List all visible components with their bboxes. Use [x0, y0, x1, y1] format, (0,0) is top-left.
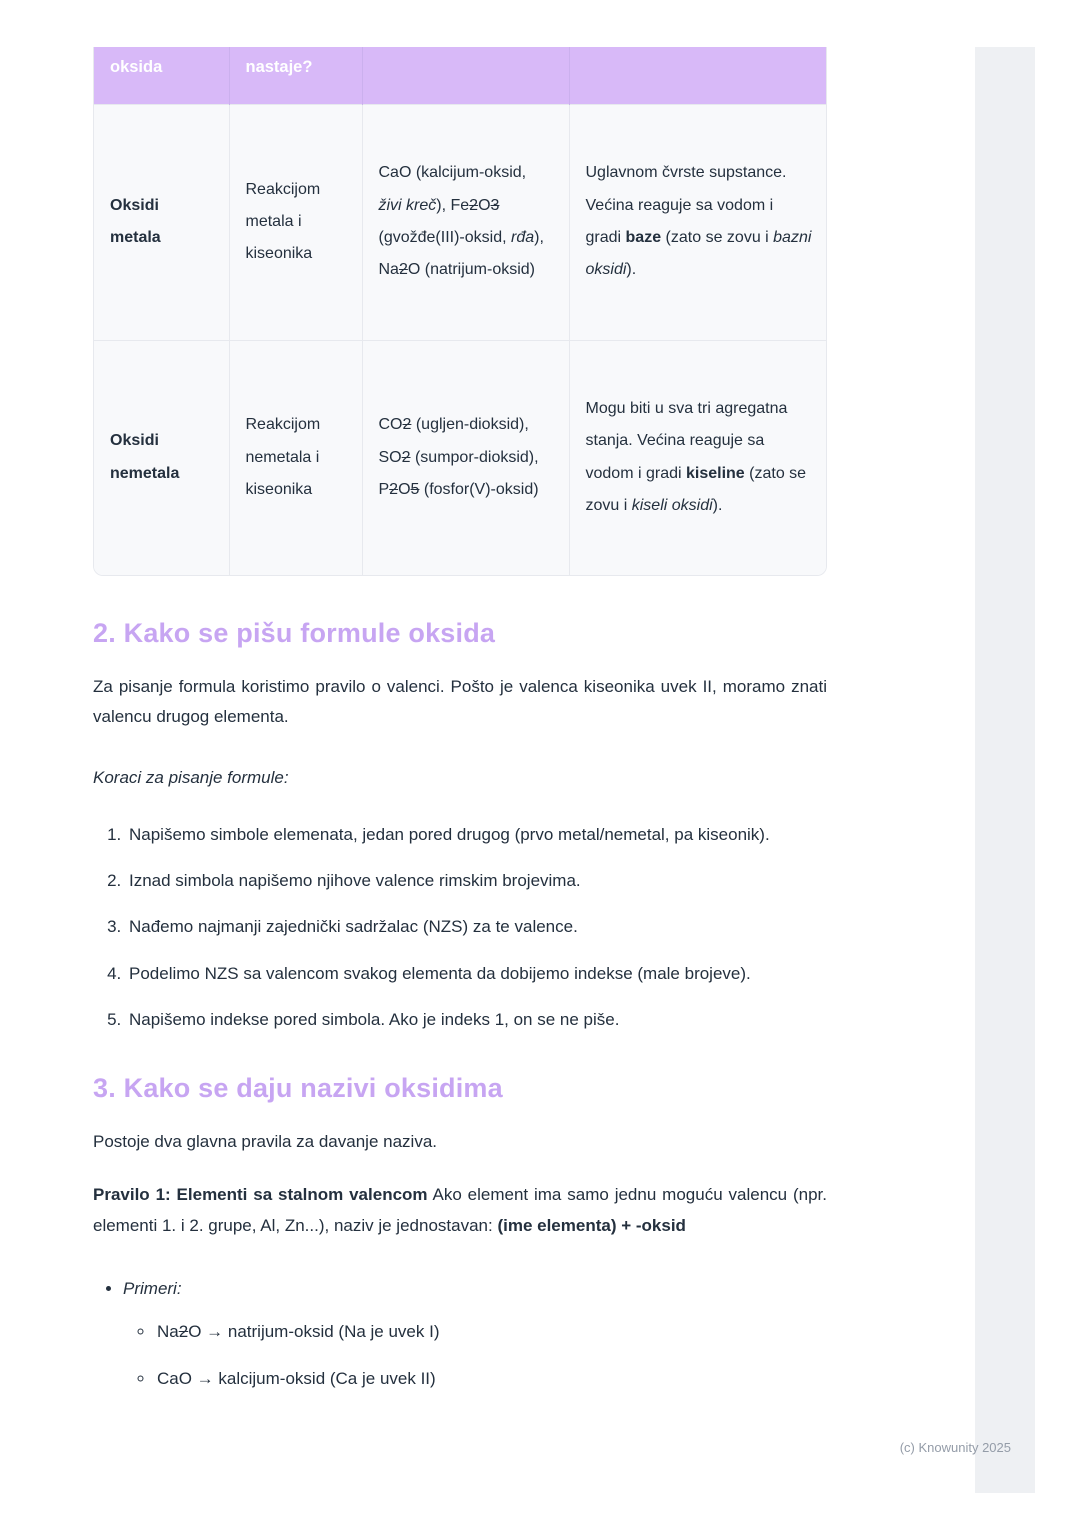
list-item: 3. Nađemo najmanji zajednički sadržalac (NZS) za te valence. — [126, 912, 827, 942]
table-row-metal-oxides — [94, 104, 827, 340]
cell-how-formed: Reakcijom metala i kiseonika — [229, 104, 362, 340]
cell-examples: CaO (kalcijum-oksid, živi kreč), Fe2O3 (gvožđe(III)-oksid, rđa), Na2O (natrijum-oksid) — [362, 104, 569, 340]
header-cell-examples — [362, 47, 569, 104]
examples-label — [123, 1274, 827, 1395]
rule-1-paragraph: Pravilo 1: Elementi sa stalnom valencom Ako element ima samo jednu moguću valencu (npr. elementi 1. i 2. grupe, Al, Zn...), naziv je jednostavan: (ime elementa) + -oksid — [93, 1185, 827, 1235]
document-content — [93, 47, 827, 1395]
table-header-row — [94, 47, 827, 104]
page-edge-strip — [975, 47, 1035, 1493]
oxides-table-wrapper — [93, 47, 827, 576]
cell-properties: Uglavnom čvrste supstance. Većina reaguje sa vodom i gradi baze (zato se zovu i bazni oksidi). — [569, 104, 827, 340]
examples-label-text: Primeri: — [123, 1278, 182, 1298]
steps-label: Koraci za pisanje formule: — [93, 767, 289, 787]
cell-oxide-type: Oksidi metala — [94, 104, 229, 340]
section-2-heading: 2. Kako se pišu formule oksida — [93, 618, 496, 648]
formula-steps-list — [93, 820, 827, 1035]
list-item: 4. Podelimo NZS sa valencom svakog elementa da dobijemo indekse (male brojeve). — [126, 959, 827, 989]
header-cell-nastaje: nastaje? — [229, 47, 362, 104]
oxides-table — [94, 47, 827, 575]
list-item: 5. Napišemo indekse pored simbola. Ako je indeks 1, on se ne piše. — [126, 1005, 827, 1035]
examples-sublist — [123, 1317, 827, 1395]
cell-how-formed: Reakcijom nemetala i kiseonika — [229, 340, 362, 575]
cell-properties: Mogu biti u sva tri agregatna stanja. Većina reaguje sa vodom i gradi kiseline (zato se zovu i kiseli oksidi). — [569, 340, 827, 575]
cell-examples: CO2 (ugljen-dioksid), SO2 (sumpor-dioksid), P2O5 (fosfor(V)-oksid) — [362, 340, 569, 575]
list-item: ◦ CaO → kalcijum-oksid (Ca je uvek II) — [155, 1364, 827, 1394]
list-item: 1. Napišemo simbole elemenata, jedan pored drugog (prvo metal/nemetal, pa kiseonik). — [126, 820, 827, 850]
examples-list — [93, 1274, 827, 1395]
table-row-nonmetal-oxides — [94, 340, 827, 575]
knowunity-watermark: (c) Knowunity 2025 — [899, 1440, 1011, 1455]
header-cell-properties — [569, 47, 827, 104]
list-item: ◦ Na2O → natrijum-oksid (Na je uvek I) — [155, 1317, 827, 1347]
section-2-intro: Za pisanje formula koristimo pravilo o valenci. Pošto je valenca kiseonika uvek II, moramo znati valencu drugog elementa. — [93, 677, 827, 727]
section-3-heading: 3. Kako se daju nazivi oksidima — [93, 1073, 503, 1103]
cell-oxide-type: Oksidi nemetala — [94, 340, 229, 575]
section-3-intro: Postoje dva glavna pravila za davanje naziva. — [93, 1132, 437, 1151]
list-item: 2. Iznad simbola napišemo njihove valence rimskim brojevima. — [126, 866, 827, 896]
header-cell-oksida: oksida — [94, 47, 229, 104]
